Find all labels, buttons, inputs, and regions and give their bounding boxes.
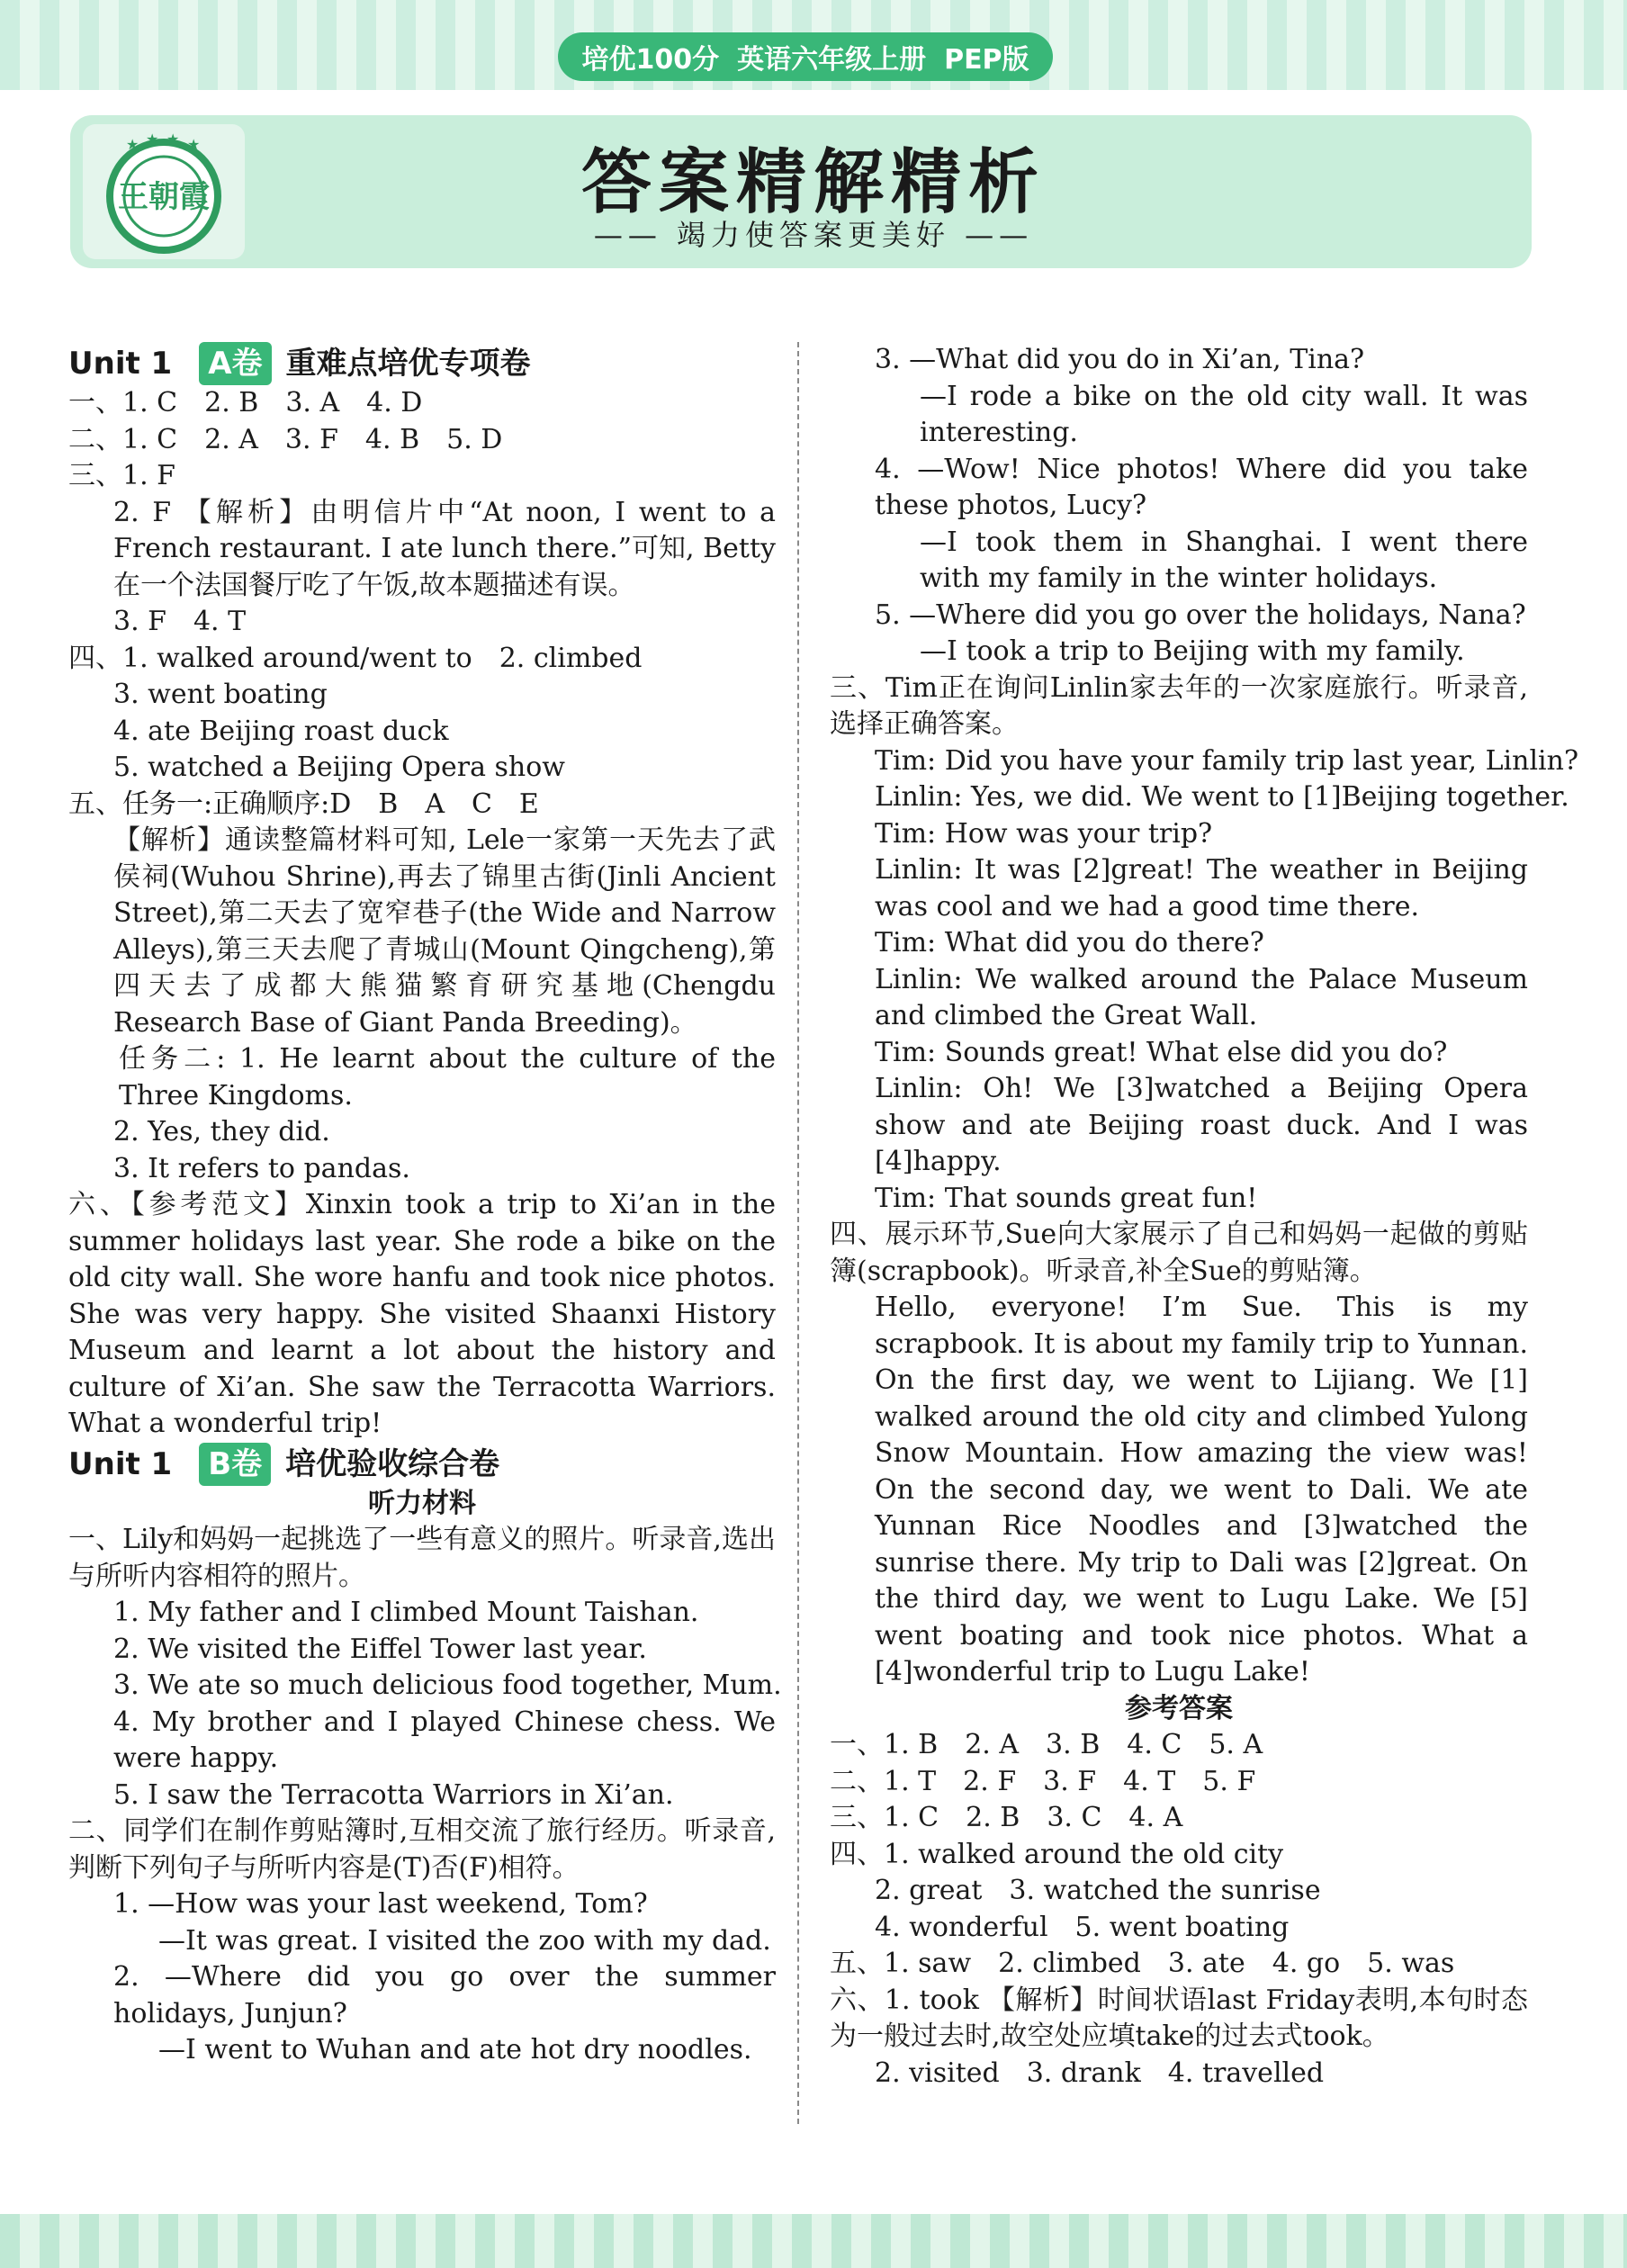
answer-paragraph: 三、Tim正在询问Linlin家去年的一次家庭旅行。听录音,选择正确答案。 xyxy=(830,671,1528,740)
answer-line: 3. —What did you do in Xi’an, Tina? xyxy=(875,344,1365,375)
answer-line: 4. wonderful 5. went boating xyxy=(875,1911,1290,1943)
answer-paragraph: 二、同学们在制作剪贴簿时,互相交流了旅行经历。听录音,判断下列句子与所听内容是(T)否(F)相符。 xyxy=(68,1815,776,1884)
right-column xyxy=(830,342,1579,2092)
answer-line: —It was great. I visited the zoo with my dad. xyxy=(158,1924,771,1957)
answer-line: 3. went boating xyxy=(113,679,328,710)
answer-line: 五、任务一:正确顺序:D B A C E xyxy=(68,788,539,820)
answer-line: 5. —Where did you go over the holidays, Nana? xyxy=(875,598,1526,631)
answer-line: 3. F 4. T xyxy=(113,606,247,637)
answer-line: 三、1. F xyxy=(68,460,175,491)
answer-line: 2. great 3. watched the sunrise xyxy=(875,1875,1321,1906)
answer-line: 5. I saw the Terracotta Warriors in Xi’an. xyxy=(113,1778,674,1811)
answer-paragraph: 4. My brother and I played Chinese chess. We were happy. xyxy=(113,1706,776,1774)
section-heading: 听力材料 xyxy=(368,1487,476,1519)
section-heading: 参考答案 xyxy=(1125,1692,1233,1724)
page-title: 答案精解精析 xyxy=(580,142,1046,223)
paper-tag: A卷 xyxy=(199,342,271,385)
column-divider xyxy=(797,342,799,2124)
answer-paragraph: Linlin: We walked around the Palace Museum and climbed the Great Wall. xyxy=(875,963,1528,1031)
answer-line: 五、1. saw 2. climbed 3. ate 4. go 5. was xyxy=(830,1948,1455,1979)
answer-line: Tim: Did you have your family trip last year, Linlin? xyxy=(875,744,1579,777)
answer-line: 二、1. T 2. F 3. F 4. T 5. F xyxy=(830,1765,1256,1797)
logo-text: 王朝霞 xyxy=(118,179,210,215)
page-subtitle: —— 竭力使答案更美好 —— xyxy=(593,218,1034,252)
answer-paragraph: 任务二: 1. He learnt about the culture of the Three Kingdoms. xyxy=(119,1043,776,1112)
answer-paragraph: Hello, everyone! I’m Sue. This is my scrapbook. It is about my family trip to Yunnan. On the first day, we went to Lijiang. We [1] walked around the old city and climbed Yulong Snow Mountain. How amazing the view was! On the second day, we went to Dali. We ate Yunnan Rice Noodles and [3]watched the sunrise there. My trip to Dali was [2]great. On the third day, we went to Lugu Lake. We [5] went boating and took nice photos. What a [4]wonderful trip to Lugu Lake! xyxy=(875,1292,1528,1688)
answer-line: 3. We ate so much delicious food together, Mum. xyxy=(113,1670,782,1701)
answer-line: Tim: What did you do there? xyxy=(875,927,1264,958)
paper-tag: B卷 xyxy=(199,1443,271,1486)
answer-paragraph: 2. —Where did you go over the summer holidays, Junjun? xyxy=(113,1961,776,2030)
answer-paragraph: 2. F 【解析】由明信片中“At noon, I went to a French restaurant. I ate lunch there.”可知, Betty在一个法国餐厅吃了午饭,故本题描述有误。 xyxy=(113,496,776,601)
answer-line: —I went to Wuhan and ate hot dry noodles. xyxy=(158,2034,752,2066)
answer-line: 3. It refers to pandas. xyxy=(113,1152,410,1184)
answer-line: 四、1. walked around/went to 2. climbed xyxy=(68,642,643,674)
answer-paragraph: Linlin: It was [2]great! The weather in Beijing was cool and we had a good time there. xyxy=(875,854,1528,922)
unit-label: Unit 1 xyxy=(68,346,173,382)
bottom-decor-band xyxy=(0,2214,1627,2268)
book-info-pill xyxy=(558,32,1053,81)
answer-paragraph: 六、1. took 【解析】时间状语last Friday表明,本句时态为一般过去时,故空处应填take的过去式took。 xyxy=(830,1984,1528,2052)
answer-line: 1. My father and I climbed Mount Taishan. xyxy=(113,1597,699,1628)
answer-paragraph: —I took them in Shanghai. I went there with my family in the winter holidays. xyxy=(920,526,1528,594)
answer-line: —I took a trip to Beijing with my family. xyxy=(920,635,1465,667)
pill-edition: PEP版 xyxy=(944,44,1029,76)
answer-paragraph: 【解析】通读整篇材料可知, Lele一家第一天先去了武侯祠(Wuhou Shrine),再去了锦里古街(Jinli Ancient Street),第二天去了宽窄巷子(the Wide and Narrow Alleys),第三天去爬了青城山(Mount Qingcheng),第四天去了成都大熊猫繁育研究基地(Chengdu Research Base of Giant Panda Breeding)。 xyxy=(113,824,776,1039)
paper-title: 重难点培优专项卷 xyxy=(285,346,531,382)
svg-text:★: ★ xyxy=(126,136,139,153)
answer-line: 2. Yes, they did. xyxy=(113,1116,330,1148)
answer-line: 一、1. C 2. B 3. A 4. D xyxy=(68,387,423,418)
unit-heading xyxy=(68,342,776,385)
answer-line: Tim: That sounds great fun! xyxy=(875,1182,1258,1214)
answer-paragraph: 4. —Wow! Nice photos! Where did you take these photos, Lucy? xyxy=(875,453,1528,521)
answer-paragraph: 六、【参考范文】Xinxin took a trip to Xi’an in the summer holidays last year. She rode a bike on the old city wall. She wore hanfu and took nice photos. She was very happy. She visited Shaanxi History Museum and learnt a lot about the history and culture of Xi’an. She saw the Terracotta Warriors. What a wonderful trip! xyxy=(68,1189,776,1439)
answer-paragraph: 一、Lily和妈妈一起挑选了一些有意义的照片。听录音,选出与所听内容相符的照片。 xyxy=(68,1524,776,1592)
pill-book: 英语六年级上册 xyxy=(737,44,927,76)
unit-heading xyxy=(68,1443,776,1486)
answer-paragraph: —I rode a bike on the old city wall. It was interesting. xyxy=(920,380,1528,448)
answer-line: 5. watched a Beijing Opera show xyxy=(113,752,565,783)
answer-line: 2. visited 3. drank 4. travelled xyxy=(875,2056,1325,2089)
pill-series: 培优100分 xyxy=(581,44,720,76)
answer-line: 四、1. walked around the old city xyxy=(830,1838,1284,1870)
answer-line: 二、1. C 2. A 3. F 4. B 5. D xyxy=(68,423,503,455)
left-column xyxy=(68,342,782,2069)
answer-line: Tim: Sounds great! What else did you do? xyxy=(875,1036,1448,1068)
unit-label: Unit 1 xyxy=(68,1445,173,1482)
svg-text:★: ★ xyxy=(146,130,159,148)
svg-text:★: ★ xyxy=(187,136,201,153)
answer-line: Linlin: Yes, we did. We went to [1]Beijing together. xyxy=(875,781,1569,813)
answer-line: Tim: How was your trip? xyxy=(875,817,1213,850)
answer-line: 4. ate Beijing roast duck xyxy=(113,715,449,747)
answer-line: 三、1. C 2. B 3. C 4. A xyxy=(830,1802,1183,1833)
svg-text:★: ★ xyxy=(166,130,180,148)
paper-title: 培优验收综合卷 xyxy=(285,1445,500,1482)
answer-line: 一、1. B 2. A 3. B 4. C 5. A xyxy=(830,1729,1263,1760)
answer-paragraph: 四、展示环节,Sue向大家展示了自己和妈妈一起做的剪贴簿(scrapbook)。听录音,补全Sue的剪贴簿。 xyxy=(830,1219,1528,1287)
answer-line: 2. We visited the Eiffel Tower last year. xyxy=(113,1633,647,1665)
answer-line: 1. —How was your last weekend, Tom? xyxy=(113,1888,648,1920)
answer-paragraph: Linlin: Oh! We [3]watched a Beijing Opera show and ate Beijing roast duck. And I was [4]happy. xyxy=(875,1073,1528,1177)
